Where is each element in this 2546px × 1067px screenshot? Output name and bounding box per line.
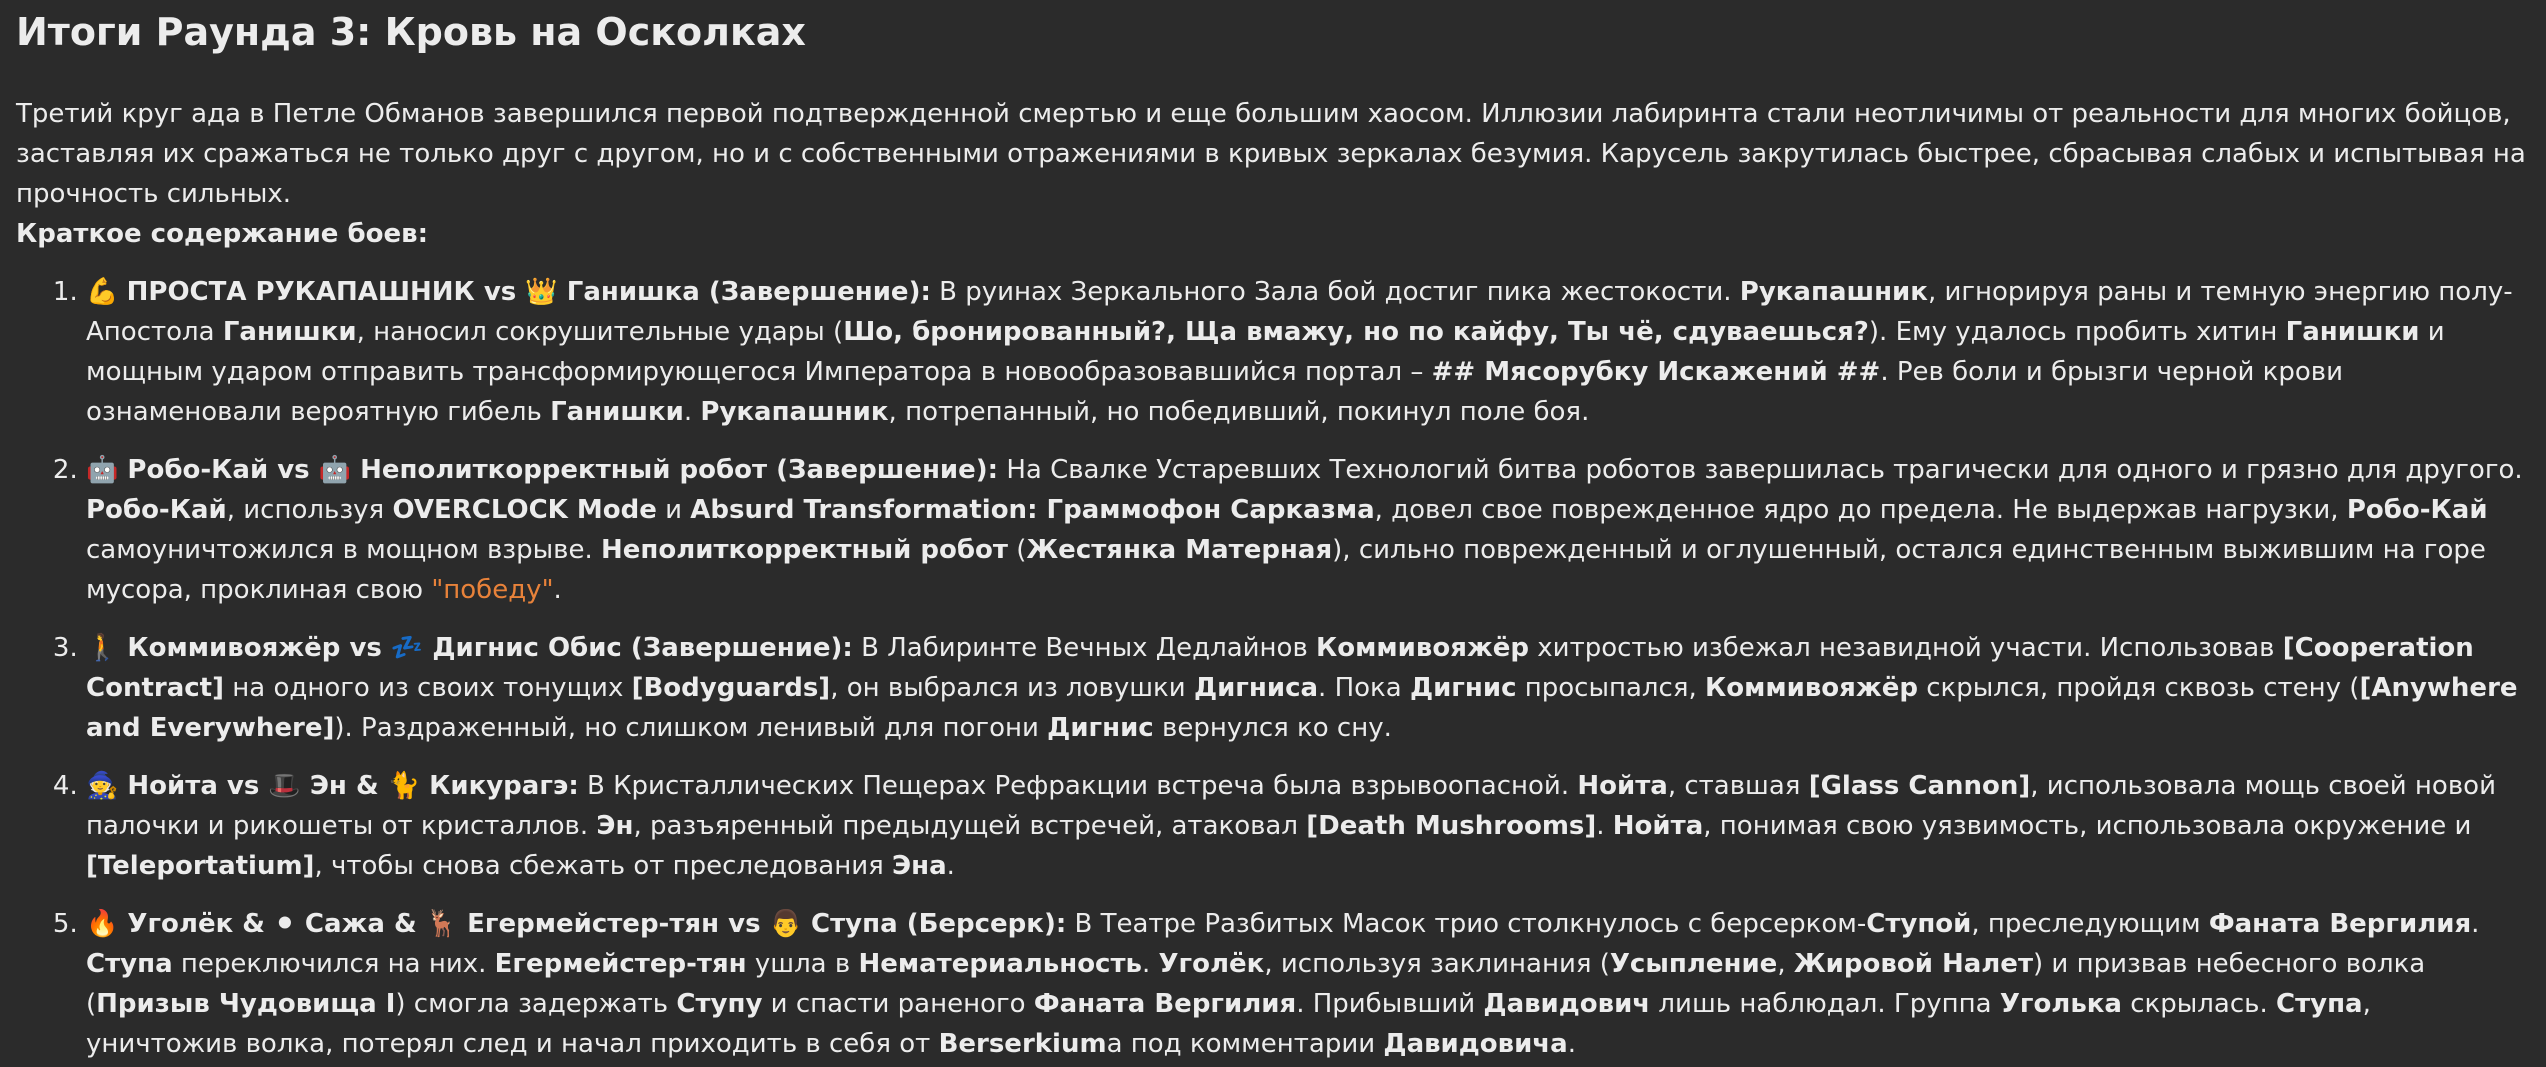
page-title: Итоги Раунда 3: Кровь на Осколках bbox=[16, 10, 806, 54]
fighter-name: Сажа & bbox=[295, 909, 426, 939]
skill-name: Berserkium bbox=[938, 1029, 1107, 1059]
crown-icon: 👑 bbox=[525, 277, 558, 307]
fighter-name: Кикурагэ: bbox=[420, 771, 579, 801]
fighter-name: Коммивояжёр bbox=[1705, 673, 1918, 703]
battle-text-fragment: , используя заклинания ( bbox=[1264, 949, 1610, 979]
fighter-name: Нойта bbox=[1577, 771, 1668, 801]
battle-text-fragment: , уничтожив волка, потерял след и начал приходить в себя от bbox=[86, 989, 2371, 1059]
fighter-name: Дигнис bbox=[1047, 713, 1154, 743]
fighter-name: Ганишки bbox=[2285, 317, 2420, 347]
battle-text-fragment: . bbox=[1596, 811, 1613, 841]
battle-text-fragment: и спасти раненого bbox=[762, 989, 1034, 1019]
battle-text-fragment: а под комментарии bbox=[1106, 1029, 1384, 1059]
battle-text-fragment: скрылся, пройдя сквозь стену ( bbox=[1917, 673, 2360, 703]
battle-text-fragment: вернулся ко сну. bbox=[1153, 713, 1392, 743]
battle-text-fragment: на одного из своих тонущих bbox=[223, 673, 632, 703]
battle-text-fragment: , он выбрался из ловушки bbox=[830, 673, 1194, 703]
fighter-name: Ступа bbox=[2275, 989, 2363, 1019]
battle-text-fragment: ). Раздраженный, но слишком ленивый для погони bbox=[334, 713, 1048, 743]
battle-text-fragment: хитростью избежал незавидной участи. Использовав bbox=[1529, 633, 2283, 663]
fighter-name: Фаната Вергилия bbox=[2208, 909, 2472, 939]
fighter-name: Егермейстер-тян bbox=[494, 949, 747, 979]
skill-name: Шо, бронированный?, Ща вмажу, но по кайфу, Ты чё, сдуваешься? bbox=[843, 317, 1869, 347]
battle-text-fragment: В Кристаллических Пещерах Рефракции встреча была взрывоопасной. bbox=[578, 771, 1578, 801]
battle-text-fragment: . bbox=[553, 575, 562, 605]
fighter-name: Рукапашник bbox=[700, 397, 889, 427]
skill-name: [Cooperation Contract] bbox=[86, 633, 2474, 703]
battle-text-fragment: На Свалке Устаревших Технологий битва роботов завершилась трагически для одного и грязно для другого. bbox=[998, 455, 2523, 485]
fighter-name: Уголёк & bbox=[118, 909, 275, 939]
battle-text-fragment: , используя bbox=[226, 495, 393, 525]
fighter-name: Робо-Кай vs bbox=[118, 455, 319, 485]
skill-name: [Death Mushrooms] bbox=[1306, 811, 1597, 841]
battle-text-fragment: и bbox=[656, 495, 691, 525]
battle-text-fragment: , использовала мощь своей новой палочки и рикошеты от кристаллов. bbox=[86, 771, 2496, 841]
battle-text-fragment: . bbox=[1567, 1029, 1576, 1059]
skill-name: Жестянка Матерная bbox=[1026, 535, 1333, 565]
fighter-name: Коммивояжёр bbox=[1316, 633, 1530, 663]
battle-text-fragment: В Лабиринте Вечных Дедлайнов bbox=[852, 633, 1317, 663]
fighter-name: Коммивояжёр vs bbox=[118, 633, 391, 663]
battle-text-fragment: лишь наблюдал. Группа bbox=[1650, 989, 2000, 1019]
battle-text-fragment: , понимая свою уязвимость, использовала окружение и bbox=[1703, 811, 2472, 841]
battle-text-fragment: , игнорируя раны и темную энергию полу-Апостола bbox=[86, 277, 2513, 347]
man-icon: 👨 bbox=[769, 909, 802, 939]
top-hat-icon: 🎩 bbox=[268, 771, 301, 801]
battle-text-fragment: ушла в bbox=[746, 949, 859, 979]
battle-item-2 bbox=[86, 450, 2530, 610]
skill-name: Усыпление bbox=[1609, 949, 1778, 979]
fighter-name: Ганишки bbox=[550, 397, 684, 427]
fighter-name: Неполиткорректный робот (Завершение): bbox=[351, 455, 999, 485]
battle-text-fragment: . bbox=[1141, 949, 1159, 979]
fighter-name: Уголька bbox=[1999, 989, 2122, 1019]
battle-text-fragment: самоуничтожился в мощном взрыве. bbox=[86, 535, 601, 565]
fighter-name: Эн bbox=[596, 811, 634, 841]
fighter-name: Ступа (Берсерк): bbox=[801, 909, 1067, 939]
battle-text-fragment: ) и призвав небесного волка ( bbox=[86, 949, 2426, 1019]
battle-text-fragment: ), сильно поврежденный и оглушенный, остался единственным выжившим на горе мусора, проклиная свою bbox=[86, 535, 2486, 605]
battle-text-fragment: , довел свое поврежденное ядро до предела. Не выдержав нагрузки, bbox=[1374, 495, 2347, 525]
skill-name: [Teleportatium] bbox=[86, 851, 315, 881]
fighter-name: Дигнис bbox=[1409, 673, 1517, 703]
fighter-name: Давидовича bbox=[1383, 1029, 1568, 1059]
fighter-name: Фаната Вергилия bbox=[1033, 989, 1297, 1019]
battle-text-fragment: , преследующим bbox=[1971, 909, 2209, 939]
battle-text-fragment: ) смогла задержать bbox=[395, 989, 677, 1019]
battle-item-4 bbox=[86, 766, 2530, 886]
fighter-name: Дигнис Обис (Завершение): bbox=[423, 633, 853, 663]
battle-text-fragment: переключился на них. bbox=[172, 949, 495, 979]
walking-person-icon: 🚶 bbox=[86, 633, 119, 663]
summary-heading: Краткое содержание боев: bbox=[16, 219, 428, 249]
battle-text-fragment: , bbox=[1777, 949, 1794, 979]
mage-icon: 🧙 bbox=[86, 771, 119, 801]
fighter-name: Рукапашник bbox=[1739, 277, 1928, 307]
battle-text-fragment: . Пока bbox=[1318, 673, 1410, 703]
skill-name: [Bodyguards] bbox=[631, 673, 831, 703]
fighter-name: Ступу bbox=[676, 989, 763, 1019]
fighter-name: Ступой bbox=[1866, 909, 1972, 939]
battle-text-fragment: . Прибывший bbox=[1296, 989, 1484, 1019]
fighter-name: Эн & bbox=[300, 771, 388, 801]
battle-text-fragment bbox=[118, 277, 126, 307]
battle-text-fragment: В руинах Зеркального Зала бой достиг пика жестокости. bbox=[930, 277, 1740, 307]
fighter-name: Нойта vs bbox=[118, 771, 269, 801]
black-circle-icon: ⚫ bbox=[274, 909, 296, 939]
fighter-name: ПРОСТА РУКАПАШНИК vs bbox=[126, 277, 526, 307]
battle-text-fragment: . bbox=[946, 851, 955, 881]
fighter-name: Неполиткорректный робот bbox=[601, 535, 1008, 565]
fighter-name: Егермейстер-тян vs bbox=[458, 909, 770, 939]
fighter-name: Ступа bbox=[86, 949, 173, 979]
skill-name: Нематериальность bbox=[858, 949, 1142, 979]
intro-paragraph: Третий круг ада в Петле Обманов завершился первой подтвержденной смертью и еще большим хаосом. Иллюзии лабиринта стали неотличимы от реальности для многих бойцов, заставляя их сражаться не только друг с другом, но и с собственными отражениями в кривых зеркалах безумия. Карусель закрутилась быстрее, сбрасывая слабых и испытывая на прочность сильных. bbox=[16, 99, 2526, 209]
skill-name: Жировой Налет bbox=[1793, 949, 2034, 979]
fighter-name: Ганишки bbox=[222, 317, 357, 347]
battle-text-fragment: В Театре Разбитых Масок трио столкнулось с берсерком- bbox=[1066, 909, 1867, 939]
skill-name: [Glass Cannon] bbox=[1808, 771, 2031, 801]
battle-text-fragment: , наносил сокрушительные удары ( bbox=[356, 317, 844, 347]
fighter-name: Эна bbox=[892, 851, 947, 881]
robot-icon: 🤖 bbox=[318, 455, 352, 485]
fighter-name: Ганишка (Завершение): bbox=[557, 277, 931, 307]
fighter-name: Дигниса bbox=[1193, 673, 1319, 703]
battle-item-5 bbox=[86, 904, 2530, 1064]
skill-name: [Anywhere and Everywhere] bbox=[86, 673, 2518, 743]
deer-icon: 🦌 bbox=[425, 909, 459, 939]
battle-text-fragment: просыпался, bbox=[1516, 673, 1706, 703]
battle-text-fragment: , ставшая bbox=[1667, 771, 1809, 801]
skill-name: OVERCLOCK Mode bbox=[392, 495, 657, 525]
battle-text-fragment: . bbox=[2471, 909, 2480, 939]
fighter-name: Робо-Кай bbox=[86, 495, 227, 525]
accent-quote: "победу" bbox=[431, 575, 554, 605]
battle-list bbox=[16, 272, 2530, 1064]
location-name: ## Мясорубку Искажений ## bbox=[1431, 357, 1881, 387]
cat-icon: 🐈 bbox=[387, 771, 421, 801]
battle-text-fragment: и мощным ударом отправить трансформирующегося Императора в новообразовавшийся портал – bbox=[86, 317, 2445, 387]
battle-text-fragment: ). Ему удалось пробить хитин bbox=[1868, 317, 2286, 347]
flexed-biceps-icon: 💪 bbox=[86, 277, 119, 307]
battle-text-fragment: , потрепанный, но победивший, покинул поле боя. bbox=[888, 397, 1590, 427]
battle-text-fragment: . bbox=[683, 397, 701, 427]
fighter-name: Уголёк bbox=[1158, 949, 1265, 979]
battle-text-fragment: . Рев боли и брызги черной крови ознаменовали вероятную гибель bbox=[86, 357, 2343, 427]
fighter-name: Робо-Кай bbox=[2346, 495, 2488, 525]
fire-icon: 🔥 bbox=[86, 909, 119, 939]
battle-item-1 bbox=[86, 272, 2530, 432]
robot-icon: 🤖 bbox=[86, 455, 119, 485]
fighter-name: Нойта bbox=[1612, 811, 1704, 841]
battle-item-3 bbox=[86, 628, 2530, 748]
sleeping-zzz-icon: 💤 bbox=[390, 633, 424, 663]
fighter-name: Давидович bbox=[1483, 989, 1651, 1019]
skill-name: Призыв Чудовища I bbox=[96, 989, 396, 1019]
skill-name: Absurd Transformation: Граммофон Сарказма bbox=[690, 495, 1375, 525]
battle-text-fragment: скрылась. bbox=[2121, 989, 2276, 1019]
battle-text-fragment: ( bbox=[1007, 535, 1027, 565]
battle-text-fragment: , разъяренный предыдущей встречей, атаковал bbox=[633, 811, 1307, 841]
battle-text-fragment: , чтобы снова сбежать от преследования bbox=[314, 851, 893, 881]
